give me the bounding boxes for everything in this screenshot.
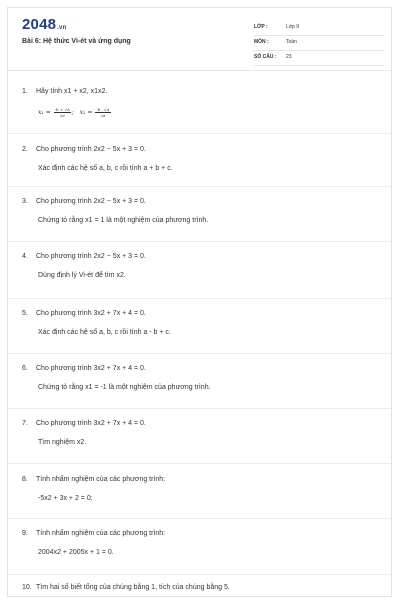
meta-label: MÔN : xyxy=(254,39,269,45)
question-number: 3. xyxy=(22,198,28,205)
formula-lhs-1: x₁ = xyxy=(38,109,51,116)
question-text: Cho phương trình 2x2 − 5x + 3 = 0. xyxy=(36,146,146,153)
question-number: 8. xyxy=(22,476,28,483)
lesson-title: Bài 6: Hệ thức Vi-ét và ứng dụng xyxy=(22,38,131,45)
question-subtext: Chứng tỏ rằng x1 = 1 là một nghiệm của phương trình. xyxy=(38,217,209,224)
question-divider xyxy=(8,518,391,519)
meta-value: 23 xyxy=(286,54,292,60)
site-logo[interactable] xyxy=(22,16,66,33)
meta-info xyxy=(254,23,384,68)
question-number: 1. xyxy=(22,88,28,95)
question-text: Cho phương trình 2x2 − 5x + 3 = 0. xyxy=(36,253,146,260)
formula-separator: ; xyxy=(71,109,74,116)
document-header xyxy=(8,8,391,70)
meta-row-subject xyxy=(254,38,384,51)
question-text: Cho phương trình 3x2 + 7x + 4 = 0. xyxy=(36,310,146,317)
question-number: 7. xyxy=(22,420,28,427)
meta-row-class xyxy=(254,23,384,36)
meta-value: Lớp 9 xyxy=(286,24,300,30)
question-divider xyxy=(8,574,391,575)
formula-fraction-1 xyxy=(54,107,71,118)
question-text-line xyxy=(22,310,146,317)
question-text: Tính nhẩm nghiệm của các phương trình: xyxy=(36,530,166,537)
question-subtext: Xác định các hệ số a, b, c rồi tính a - b + c. xyxy=(38,329,171,336)
question-divider xyxy=(8,133,391,134)
question-number: 10. xyxy=(22,584,32,591)
question-text: Tính nhẩm nghiệm của các phương trình: xyxy=(36,476,166,483)
formula-lhs-2: x₂ = xyxy=(79,109,93,116)
question-formula xyxy=(38,107,112,118)
question-text: Cho phương trình 3x2 + 7x + 4 = 0. xyxy=(36,365,146,372)
question-text-line xyxy=(22,476,165,483)
question-subtext: Dùng định lý Vi-ét để tìm x2. xyxy=(38,272,126,279)
question-text-line xyxy=(22,530,165,537)
header-divider xyxy=(8,70,391,71)
fraction-denominator: 2a xyxy=(100,113,106,118)
fraction-numerator: -b + √Δ xyxy=(54,107,70,112)
question-subtext: 2004x2 + 2005x + 1 = 0. xyxy=(38,549,114,556)
question-number: 2. xyxy=(22,146,28,153)
question-subtext: Tìm nghiệm x2. xyxy=(38,439,87,446)
logo-sub-text: .vn xyxy=(57,25,67,31)
logo-main-text: 2048 xyxy=(22,16,57,33)
formula-fraction-2 xyxy=(95,107,110,118)
question-subtext: -5x2 + 3x + 2 = 0; xyxy=(38,495,93,502)
fraction-denominator: 2a xyxy=(59,113,65,118)
question-text-line xyxy=(22,420,146,427)
document-page xyxy=(7,7,392,597)
meta-value: Toán xyxy=(286,39,297,45)
question-divider xyxy=(8,298,391,299)
question-number: 4. xyxy=(22,253,28,260)
question-divider xyxy=(8,186,391,187)
question-text-line xyxy=(22,198,146,205)
question-number: 5. xyxy=(22,310,28,317)
question-text-line xyxy=(22,88,107,95)
meta-row-count xyxy=(254,53,384,66)
fraction-numerator: -b - √Δ xyxy=(96,107,110,112)
question-subtext: Xác định các hệ số a, b, c rồi tính a + b + c. xyxy=(38,165,173,172)
meta-label: LỚP : xyxy=(254,24,268,30)
question-divider xyxy=(8,463,391,464)
question-number: 9. xyxy=(22,530,28,537)
question-number: 6. xyxy=(22,365,28,372)
question-divider xyxy=(8,408,391,409)
question-divider xyxy=(8,353,391,354)
question-subtext: Chứng tỏ rằng x1 = -1 là một nghiệm của phương trình. xyxy=(38,384,211,391)
question-text-line xyxy=(22,253,146,260)
question-text-line xyxy=(22,146,146,153)
question-divider xyxy=(8,241,391,242)
question-text: Cho phương trình 3x2 + 7x + 4 = 0. xyxy=(36,420,146,427)
question-text: Tìm hai số biết tổng của chúng bằng 1, tích của chúng bằng 5. xyxy=(36,584,230,591)
question-text: Hãy tính x1 + x2, x1x2. xyxy=(36,88,108,95)
meta-label: SỐ CÂU : xyxy=(254,54,277,60)
question-text: Cho phương trình 2x2 − 5x + 3 = 0. xyxy=(36,198,146,205)
question-text-line xyxy=(22,584,230,591)
question-text-line xyxy=(22,365,146,372)
